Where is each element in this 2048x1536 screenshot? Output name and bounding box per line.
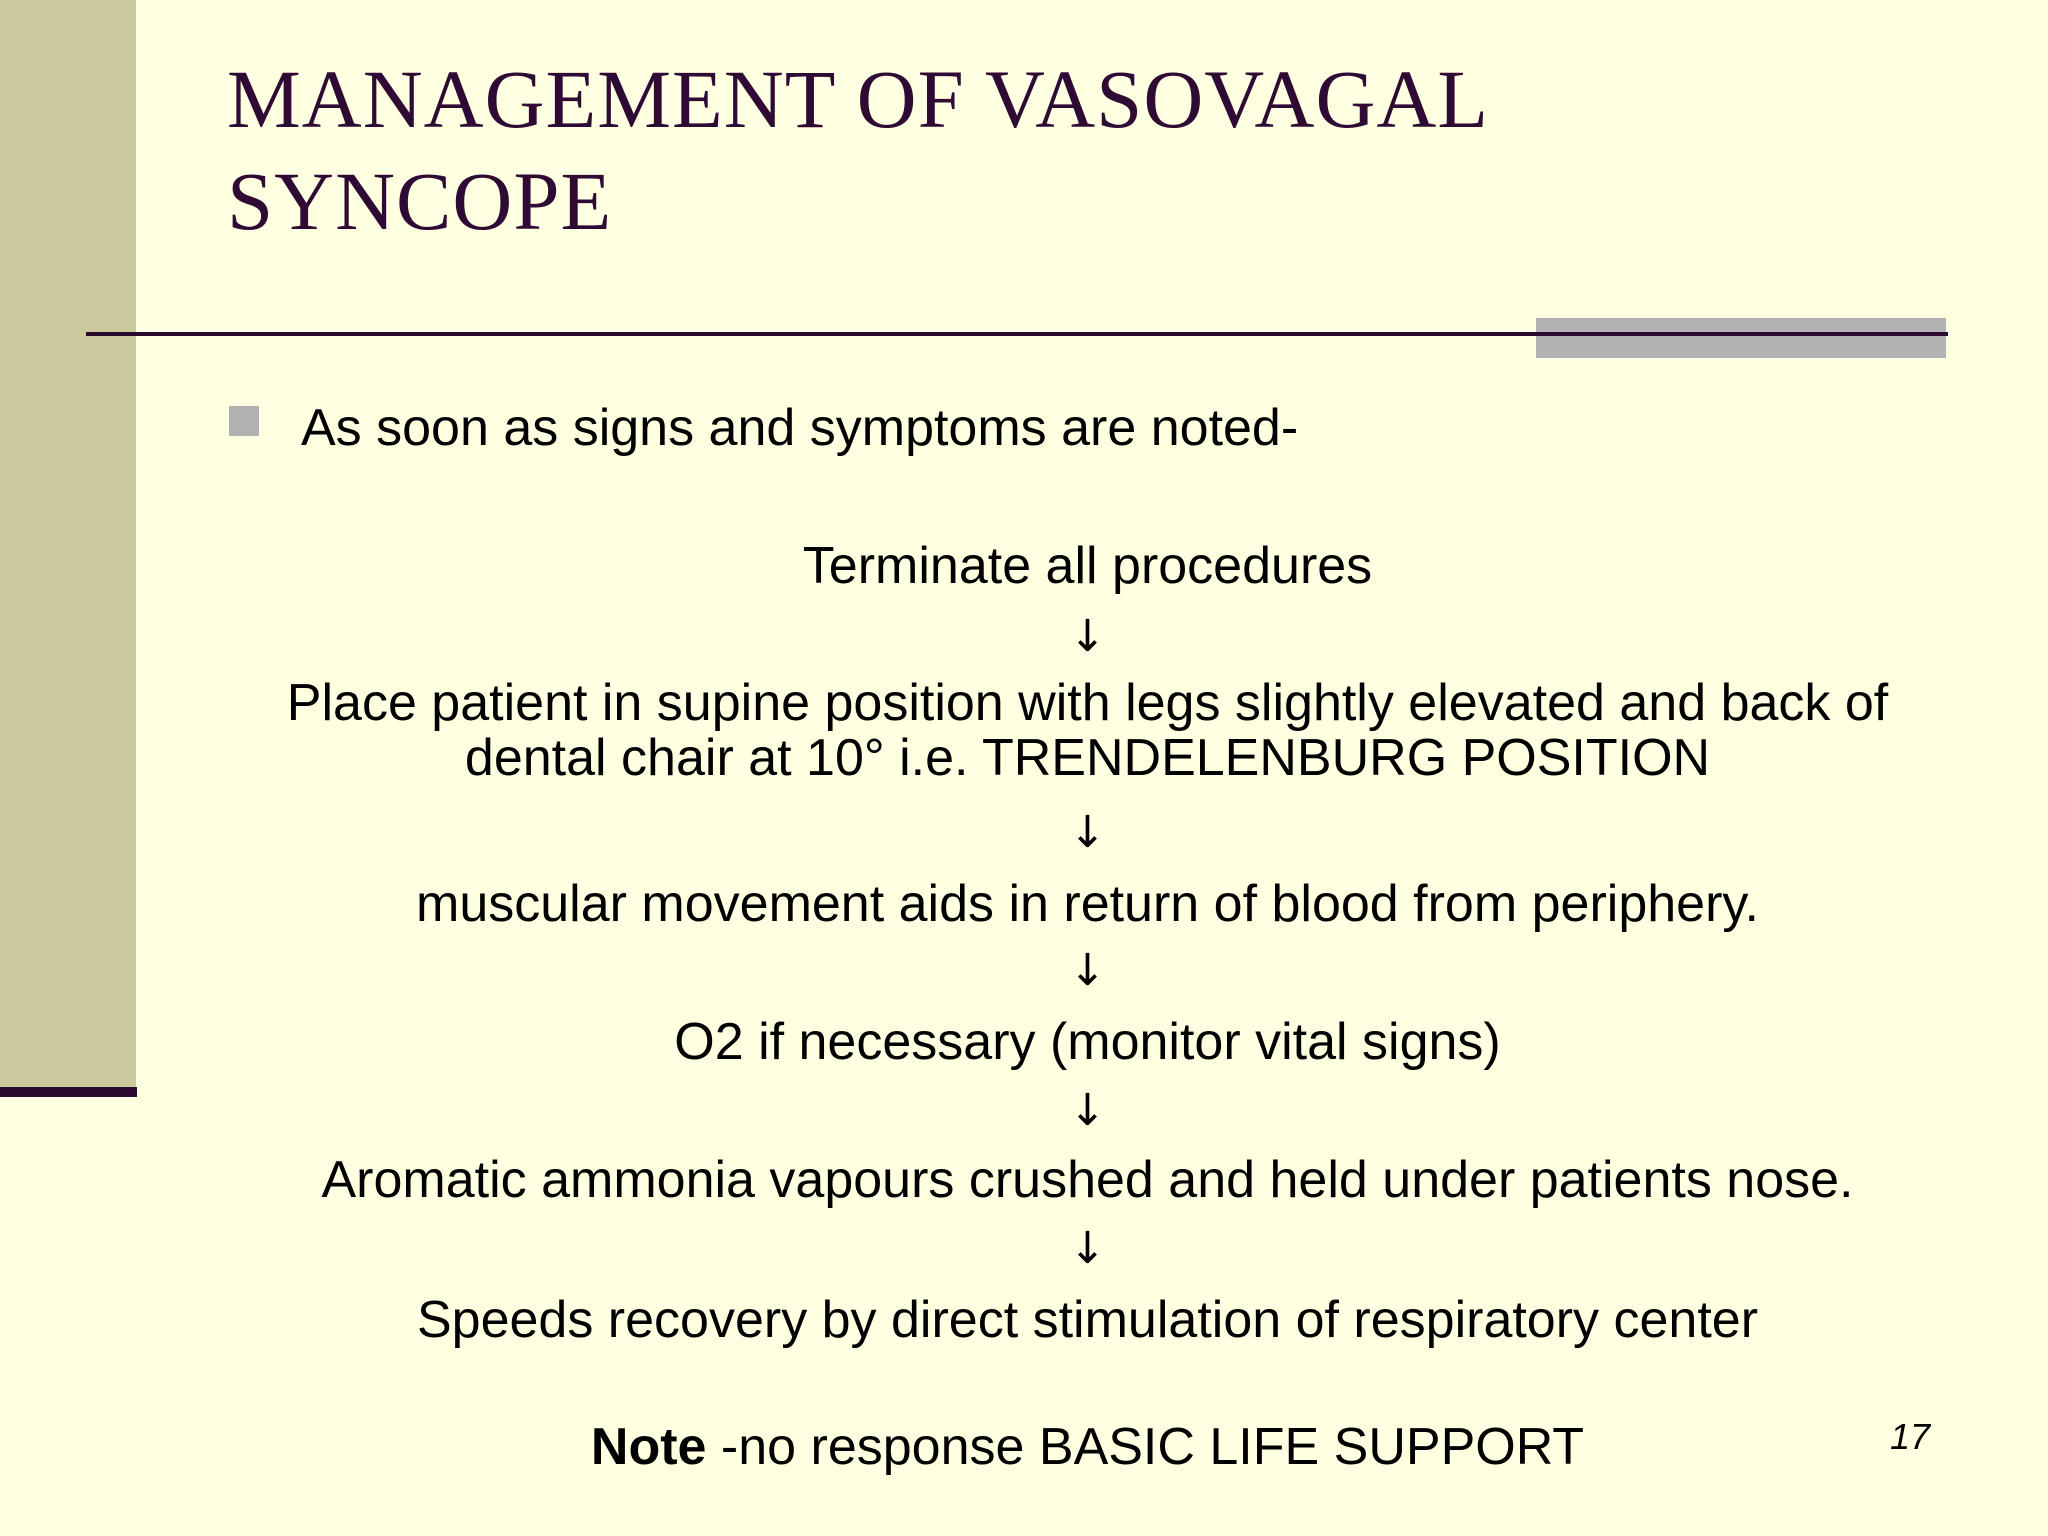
- down-arrow-icon: ↓: [1069, 945, 1106, 996]
- flow-step: Aromatic ammonia vapours crushed and held under patients nose.: [321, 1151, 1854, 1209]
- title-divider-accent: [1536, 318, 1946, 358]
- sidebar-bottom-rule: [0, 1087, 137, 1097]
- down-arrow-icon: ↓: [1069, 807, 1106, 858]
- flow-step: Place patient in supine position with legs slightly elevated and back of dental chair at 10° i.e. TRENDELENBURG POSITION: [286, 674, 1889, 787]
- down-arrow-icon: ↓: [1069, 611, 1106, 662]
- slide-title: MANAGEMENT OF VASOVAGAL SYNCOPE: [227, 53, 1490, 247]
- flow-step: O2 if necessary (monitor vital signs): [674, 1013, 1501, 1071]
- title-divider-accent-line: [1536, 332, 1946, 336]
- down-arrow-icon: ↓: [1069, 1085, 1106, 1136]
- sidebar-band: [0, 0, 136, 1092]
- flow-step: muscular movement aids in return of blood from periphery.: [416, 875, 1759, 933]
- bullet-text: As soon as signs and symptoms are noted-: [301, 399, 1299, 457]
- down-arrow-icon: ↓: [1069, 1223, 1106, 1274]
- bullet-square-icon: [229, 406, 259, 436]
- note-label: Note: [590, 1418, 707, 1476]
- note-text: -no response BASIC LIFE SUPPORT: [706, 1418, 1585, 1476]
- bullet-item: [229, 398, 1298, 458]
- page-number: 17: [1889, 1416, 1930, 1457]
- flow-step: Terminate all procedures: [802, 537, 1373, 595]
- note-line: [220, 1412, 1955, 1482]
- flow-step: Speeds recovery by direct stimulation of respiratory center: [416, 1291, 1759, 1349]
